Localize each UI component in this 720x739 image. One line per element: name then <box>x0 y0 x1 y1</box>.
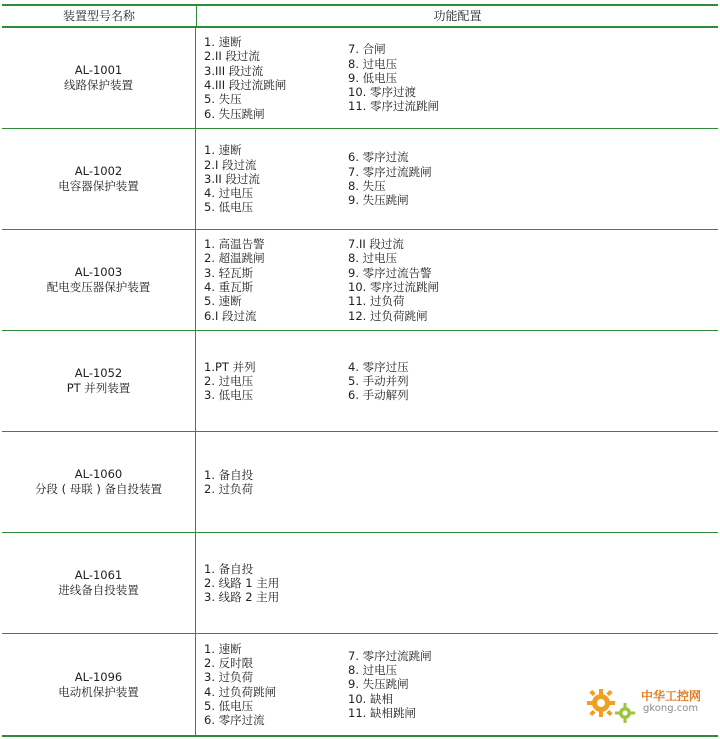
table-row <box>2 230 718 331</box>
function-item: 7. 零序过流跳闸 <box>348 164 432 179</box>
device-model: AL-1096 <box>74 669 123 684</box>
function-item: 4. 重瓦斯 <box>204 280 254 294</box>
device-model: AL-1002 <box>74 164 123 178</box>
function-item: 3. 线路 2 主用 <box>204 590 280 605</box>
function-item: 7. 零序过流跳闸 <box>348 648 432 663</box>
function-cell <box>196 230 718 330</box>
function-list <box>204 642 348 728</box>
function-item: 5. 低电压 <box>204 200 254 215</box>
function-item: 9. 失压跳闸 <box>348 193 409 208</box>
table-row <box>2 129 718 230</box>
function-item: 1. 速断 <box>204 35 242 50</box>
function-item: 12. 过负荷跳闸 <box>348 308 428 323</box>
device-cell <box>2 533 196 633</box>
device-cell <box>2 331 196 431</box>
function-list <box>348 360 409 403</box>
function-item: 11. 过负荷 <box>348 294 405 309</box>
function-item: 4.III 段过流跳闸 <box>204 78 287 92</box>
function-item: 3. 低电压 <box>204 388 254 403</box>
function-item: 8. 失压 <box>348 179 386 193</box>
table-row <box>2 28 718 129</box>
function-list <box>204 468 348 497</box>
function-item: 6. 失压跳闸 <box>204 106 265 121</box>
table-header <box>2 4 718 28</box>
function-item: 6.I 段过流 <box>204 308 257 323</box>
function-item: 10. 缺相 <box>348 691 393 706</box>
function-item: 3.III 段过流 <box>204 63 264 78</box>
function-item: 1. 高温告警 <box>204 237 265 252</box>
device-name: 分段 ( 母联 ) 备自投装置 <box>34 482 163 496</box>
table-row <box>2 533 718 634</box>
function-list <box>204 237 348 323</box>
function-item: 8. 过电压 <box>348 56 398 71</box>
function-config-table <box>2 4 718 737</box>
device-model: AL-1061 <box>74 568 123 582</box>
function-item: 2. 过负荷 <box>204 482 254 496</box>
function-item: 2. 反时限 <box>204 655 254 670</box>
function-item: 7.II 段过流 <box>348 237 404 252</box>
function-item: 10. 零序过渡 <box>348 85 416 100</box>
function-item: 2. 线路 1 主用 <box>204 575 280 590</box>
function-list <box>204 360 348 403</box>
function-item: 2.I 段过流 <box>204 157 257 172</box>
table-row <box>2 432 718 533</box>
function-item: 1. 速断 <box>204 143 242 158</box>
device-name: 配电变压器保护装置 <box>46 280 151 294</box>
header-function-config: 功能配置 <box>433 9 482 23</box>
function-item: 5. 速断 <box>204 294 242 309</box>
device-model: AL-1003 <box>74 265 123 279</box>
function-item: 5. 手动并列 <box>348 373 409 388</box>
device-cell <box>2 28 196 128</box>
function-cell <box>196 432 718 532</box>
function-cell <box>196 331 718 431</box>
function-cell <box>196 28 718 128</box>
function-list <box>348 150 432 207</box>
device-model: AL-1052 <box>74 366 123 380</box>
function-item: 10. 零序过流跳闸 <box>348 280 439 294</box>
function-item: 4. 过电压 <box>204 186 254 201</box>
function-item: 9. 失压跳闸 <box>348 677 409 692</box>
device-model: AL-1001 <box>74 63 123 77</box>
function-item: 2.II 段过流 <box>204 49 260 64</box>
device-name: PT 并列装置 <box>66 381 131 395</box>
function-list <box>204 143 348 214</box>
function-item: 6. 手动解列 <box>348 388 409 403</box>
function-cell <box>196 129 718 229</box>
function-item: 2. 超温跳闸 <box>204 251 265 266</box>
function-cell <box>196 533 718 633</box>
device-name: 电容器保护装置 <box>58 179 139 193</box>
function-item: 3. 轻瓦斯 <box>204 265 254 280</box>
function-list <box>204 35 348 121</box>
function-list <box>348 649 432 720</box>
function-item: 7. 合闸 <box>348 42 386 57</box>
function-item: 6. 零序过流 <box>204 713 265 728</box>
function-item: 3. 过负荷 <box>204 670 254 685</box>
device-cell <box>2 432 196 532</box>
device-cell <box>2 230 196 330</box>
gear-icon <box>583 683 643 725</box>
function-item: 8. 过电压 <box>348 251 398 266</box>
function-item: 1. 备自投 <box>204 561 254 576</box>
function-item: 2. 过电压 <box>204 373 254 388</box>
function-item: 6. 零序过流 <box>348 150 409 165</box>
function-item: 11. 零序过流跳闸 <box>348 99 439 114</box>
function-list <box>204 562 348 605</box>
device-name: 进线备自投装置 <box>58 583 139 597</box>
function-list <box>348 42 439 113</box>
device-cell <box>2 129 196 229</box>
function-item: 9. 零序过流告警 <box>348 265 432 280</box>
header-model-name: 装置型号名称 <box>2 6 197 26</box>
watermark-url: gkong.com <box>643 703 699 714</box>
function-item: 1. 速断 <box>204 641 242 656</box>
function-item: 3.II 段过流 <box>204 171 260 186</box>
function-list <box>348 237 439 323</box>
function-item: 9. 低电压 <box>348 70 398 85</box>
device-name: 线路保护装置 <box>64 78 133 92</box>
function-item: 4. 零序过压 <box>348 359 409 374</box>
function-item: 8. 过电压 <box>348 663 398 678</box>
device-model: AL-1060 <box>74 467 123 481</box>
table-body <box>2 28 718 737</box>
device-cell <box>2 634 196 735</box>
function-item: 1.PT 并列 <box>204 359 256 374</box>
table-row <box>2 331 718 432</box>
function-item: 5. 低电压 <box>204 698 254 713</box>
gkong-watermark <box>583 683 713 725</box>
function-item: 5. 失压 <box>204 92 242 107</box>
function-item: 1. 备自投 <box>204 467 254 482</box>
function-item: 11. 缺相跳闸 <box>348 705 416 720</box>
device-name: 电动机保护装置 <box>58 684 139 699</box>
function-item: 4. 过负荷跳闸 <box>204 684 277 699</box>
watermark-title: 中华工控网 <box>641 689 702 703</box>
